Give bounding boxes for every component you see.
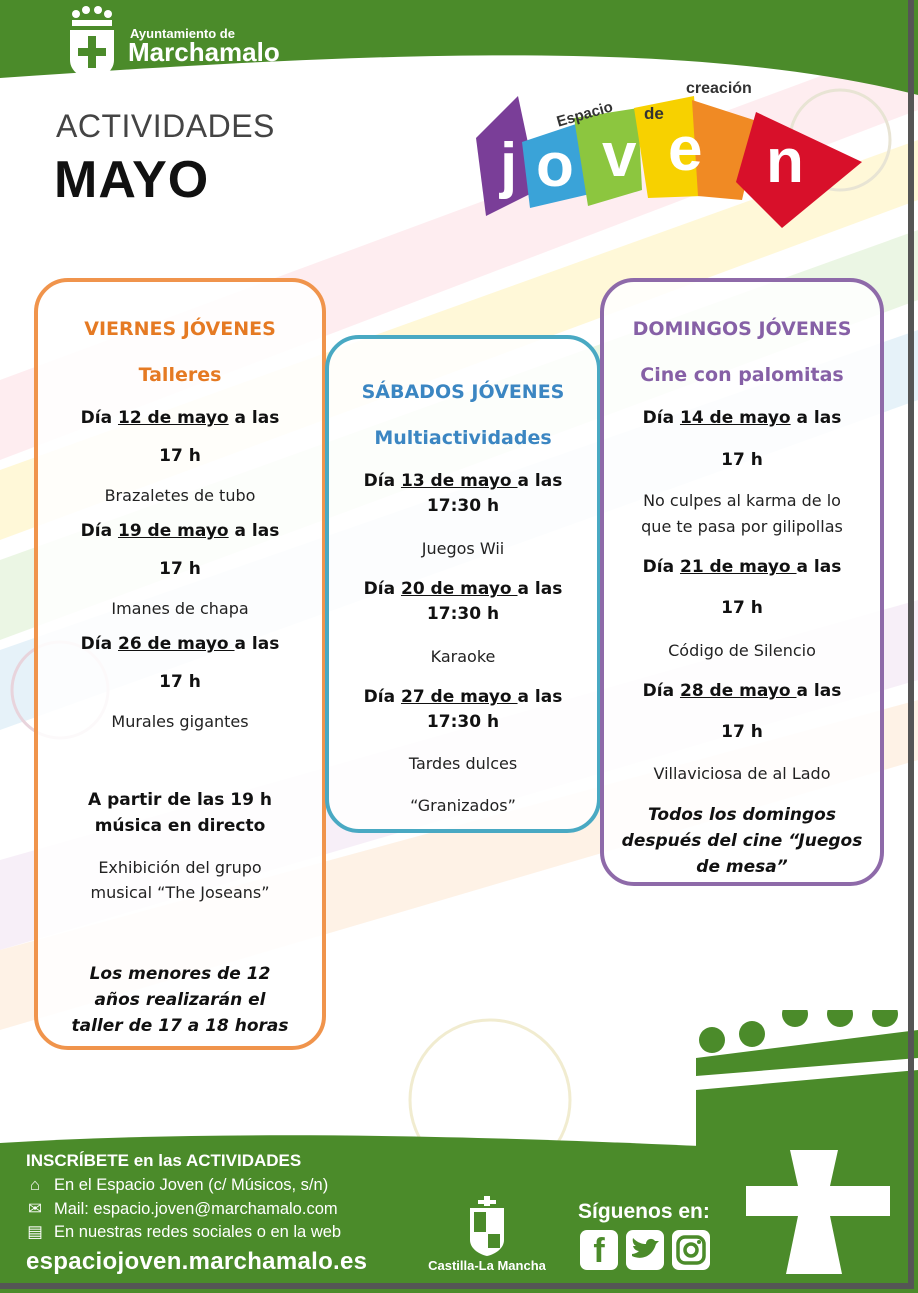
sabados-event-3-extra: “Granizados” (410, 796, 516, 815)
viernes-music-line-1: A partir de las 19 h (88, 790, 272, 810)
follow-us-label: Síguenos en: (578, 1200, 710, 1223)
domingos-subtitle: Cine con palomitas (640, 364, 844, 386)
sabados-subtitle: Multiactividades (374, 427, 552, 449)
logo-letter-e: e (668, 115, 703, 184)
domingos-event-1-activity-line-2: que te pasa por gilipollas (641, 517, 843, 536)
viernes-event-2-time: 17 h (159, 559, 201, 579)
viernes-subtitle: Talleres (138, 364, 222, 386)
home-icon: ⌂ (30, 1176, 40, 1194)
viernes-note-line-2: años realizarán el (94, 990, 266, 1010)
viernes-event-1-activity: Brazaletes de tubo (104, 486, 256, 505)
ayuntamiento-label: Ayuntamiento de (130, 26, 235, 41)
domingos-event-2-activity: Código de Silencio (668, 641, 816, 660)
logo-de: de (644, 104, 664, 123)
viernes-event-3-activity: Murales gigantes (111, 712, 249, 731)
domingos-event-3-time: 17 h (721, 722, 763, 742)
sabados-event-3-activity: Tardes dulces (408, 754, 518, 773)
logo-letter-v: v (602, 121, 637, 190)
domingos-event-2-time: 17 h (721, 598, 763, 618)
viernes-event-1-date: Día 12 de mayo a las (80, 408, 280, 428)
sabados-event-2-date: Día 20 de mayo a las (363, 579, 563, 599)
sabados-event-3-date: Día 27 de mayo a las (363, 687, 563, 707)
logo-letter-n: n (766, 127, 804, 196)
viernes-music-line-2: música en directo (94, 816, 266, 836)
viernes-title: VIERNES JÓVENES (84, 318, 276, 340)
viernes-exhibition-line-2: musical “The Joseans” (90, 883, 270, 902)
castilla-la-mancha-label: Castilla-La Mancha (428, 1258, 546, 1273)
sabados-event-1-activity: Juegos Wii (421, 539, 505, 558)
viernes-exhibition-line-1: Exhibición del grupo (98, 858, 262, 877)
sabados-event-2-time: 17:30 h (426, 604, 500, 624)
domingos-event-1-time: 17 h (721, 450, 763, 470)
domingos-event-1-activity-line-1: No culpes al karma de lo (643, 491, 841, 510)
domingos-note-line-3: de mesa” (696, 857, 788, 877)
mail-icon: ✉ (28, 1200, 42, 1218)
logo-espacio: Espacio (554, 98, 615, 131)
domingos-event-2-date: Día 21 de mayo a las (642, 557, 842, 577)
monitor-icon: ▤ (27, 1223, 43, 1241)
actividades-heading: ACTIVIDADES (56, 108, 275, 144)
footer-address: ⌂ En el Espacio Joven (c/ Músicos, s/n) (26, 1176, 328, 1195)
sabados-event-1-date: Día 13 de mayo a las (363, 471, 563, 491)
footer-social: ▤ En nuestras redes sociales o en la web (27, 1223, 342, 1241)
footer-title: INSCRÍBETE en las ACTIVIDADES (26, 1151, 302, 1170)
domingos-event-1-date: Día 14 de mayo a las (642, 408, 842, 428)
logo-creacion: creación (686, 80, 752, 97)
viernes-event-1-time: 17 h (159, 446, 201, 466)
domingos-note-line-2: después del cine “Juegos (621, 831, 863, 851)
sabados-title: SÁBADOS JÓVENES (361, 381, 565, 403)
month-heading: MAYO (54, 151, 210, 209)
viernes-event-2-date: Día 19 de mayo a las (80, 521, 280, 541)
footer-mail[interactable]: ✉ Mail: espacio.joven@marchamalo.com (26, 1199, 338, 1219)
viernes-note-line-3: taller de 17 a 18 horas (71, 1016, 289, 1036)
logo-letter-o: o (536, 131, 574, 200)
logo-letter-j: j (500, 131, 518, 200)
viernes-event-2-activity: Imanes de chapa (111, 599, 249, 618)
facebook-icon[interactable]: f (580, 1230, 618, 1270)
viernes-event-3-time: 17 h (159, 672, 201, 692)
domingos-event-3-date: Día 28 de mayo a las (642, 681, 842, 701)
domingos-title: DOMINGOS JÓVENES (632, 318, 852, 340)
footer-website[interactable]: espaciojoven.marchamalo.es (26, 1248, 368, 1275)
sabados-event-3-time: 17:30 h (426, 712, 500, 732)
viernes-note-line-1: Los menores de 12 (89, 964, 271, 984)
domingos-note-line-1: Todos los domingos (648, 805, 836, 825)
ayuntamiento-name: Marchamalo (128, 37, 280, 67)
domingos-event-3-activity: Villaviciosa de al Lado (653, 764, 831, 783)
sabados-event-1-time: 17:30 h (426, 496, 500, 516)
sabados-event-2-activity: Karaoke (430, 647, 496, 666)
viernes-event-3-date: Día 26 de mayo a las (80, 634, 280, 654)
